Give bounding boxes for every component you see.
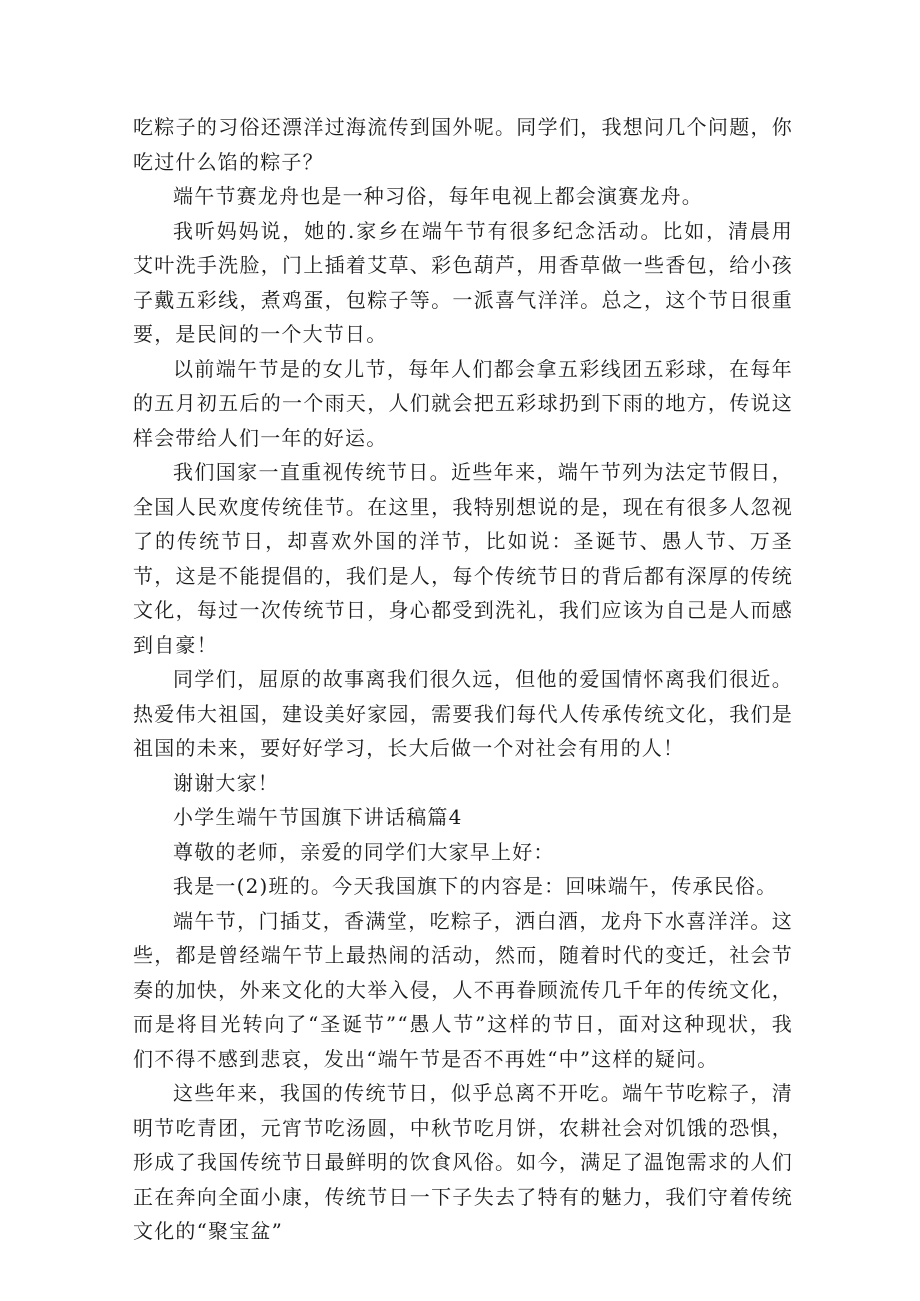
paragraph-10: 我是一(2)班的。今天我国旗下的内容是：回味端午，传承民俗。 bbox=[173, 874, 778, 898]
document-body bbox=[133, 110, 793, 1249]
paragraph-1: 吃粽子的习俗还漂洋过海流传到国外呢。同学们，我想问几个问题，你吃过什么馅的粽子？ bbox=[133, 115, 793, 174]
paragraph-7: 谢谢大家！ bbox=[173, 770, 279, 795]
paragraph-5: 我们国家一直重视传统节日。近些年来，端午节列为法定节假日，全国人民欢度传统佳节。在这里，我特别想说的是，现在有很多人忽视了的传统节日，却喜欢外国的洋节，比如说：圣诞节、愚人节、万圣节，这是不能提倡的，我们是人，每个传统节日的背后都有深厚的传统文化，每过一次传统节日，身心都受到洗礼，我们应该为自己是人而感到自豪！ bbox=[133, 460, 793, 657]
paragraph-3: 我听妈妈说，她的.家乡在端午节有很多纪念活动。比如，清晨用艾叶洗手洗脸，门上插着艾草、彩色葫芦，用香草做一些香包，给小孩子戴五彩线，煮鸡蛋，包粽子等。一派喜气洋洋。总之，这个节日很重要，是民间的一个大节日。 bbox=[133, 218, 793, 346]
section-heading: 小学生端午节国旗下讲话稿篇4 bbox=[173, 805, 463, 829]
paragraph-4: 以前端午节是的女儿节，每年人们都会拿五彩线团五彩球，在每年的五月初五后的一个雨天，人们就会把五彩球扔到下雨的地方，传说这样会带给人们一年的好运。 bbox=[133, 356, 793, 450]
paragraph-9: 尊敬的老师，亲爱的同学们大家早上好： bbox=[173, 839, 555, 864]
paragraph-6: 同学们，屈原的故事离我们很久远，但他的爱国情怀离我们很近。热爱伟大祖国，建设美好家园，需要我们每代人传承传统文化，我们是祖国的未来，要好好学习，长大后做一个对社会有用的人！ bbox=[133, 667, 793, 760]
paragraph-12: 这些年来，我国的传统节日，似乎总离不开吃。端午节吃粽子，清明节吃青团，元宵节吃汤圆，中秋节吃月饼，农耕社会对饥饿的恐惧，形成了我国传统节日最鲜明的饮食风俗。如今，满足了温饱需求的人们正在奔向全面小康，传统节日一下子失去了特有的魅力，我们守着传统文化的“聚宝盆” bbox=[133, 1081, 793, 1243]
paragraph-2: 端午节赛龙舟也是一种习俗，每年电视上都会演赛龙舟。 bbox=[173, 184, 703, 208]
paragraph-11: 端午节，门插艾，香满堂，吃粽子，洒白酒，龙舟下水喜洋洋。这些，都是曾经端午节上最热闹的活动，然而，随着时代的变迁，社会节奏的加快，外来文化的大举入侵，人不再眷顾流传几千年的传统文化，而是将目光转向了“圣诞节”“愚人节”这样的节日，面对这种现状，我们不得不感到悲哀，发出“端午节是否不再姓“中”这样的疑问。 bbox=[133, 908, 793, 1071]
